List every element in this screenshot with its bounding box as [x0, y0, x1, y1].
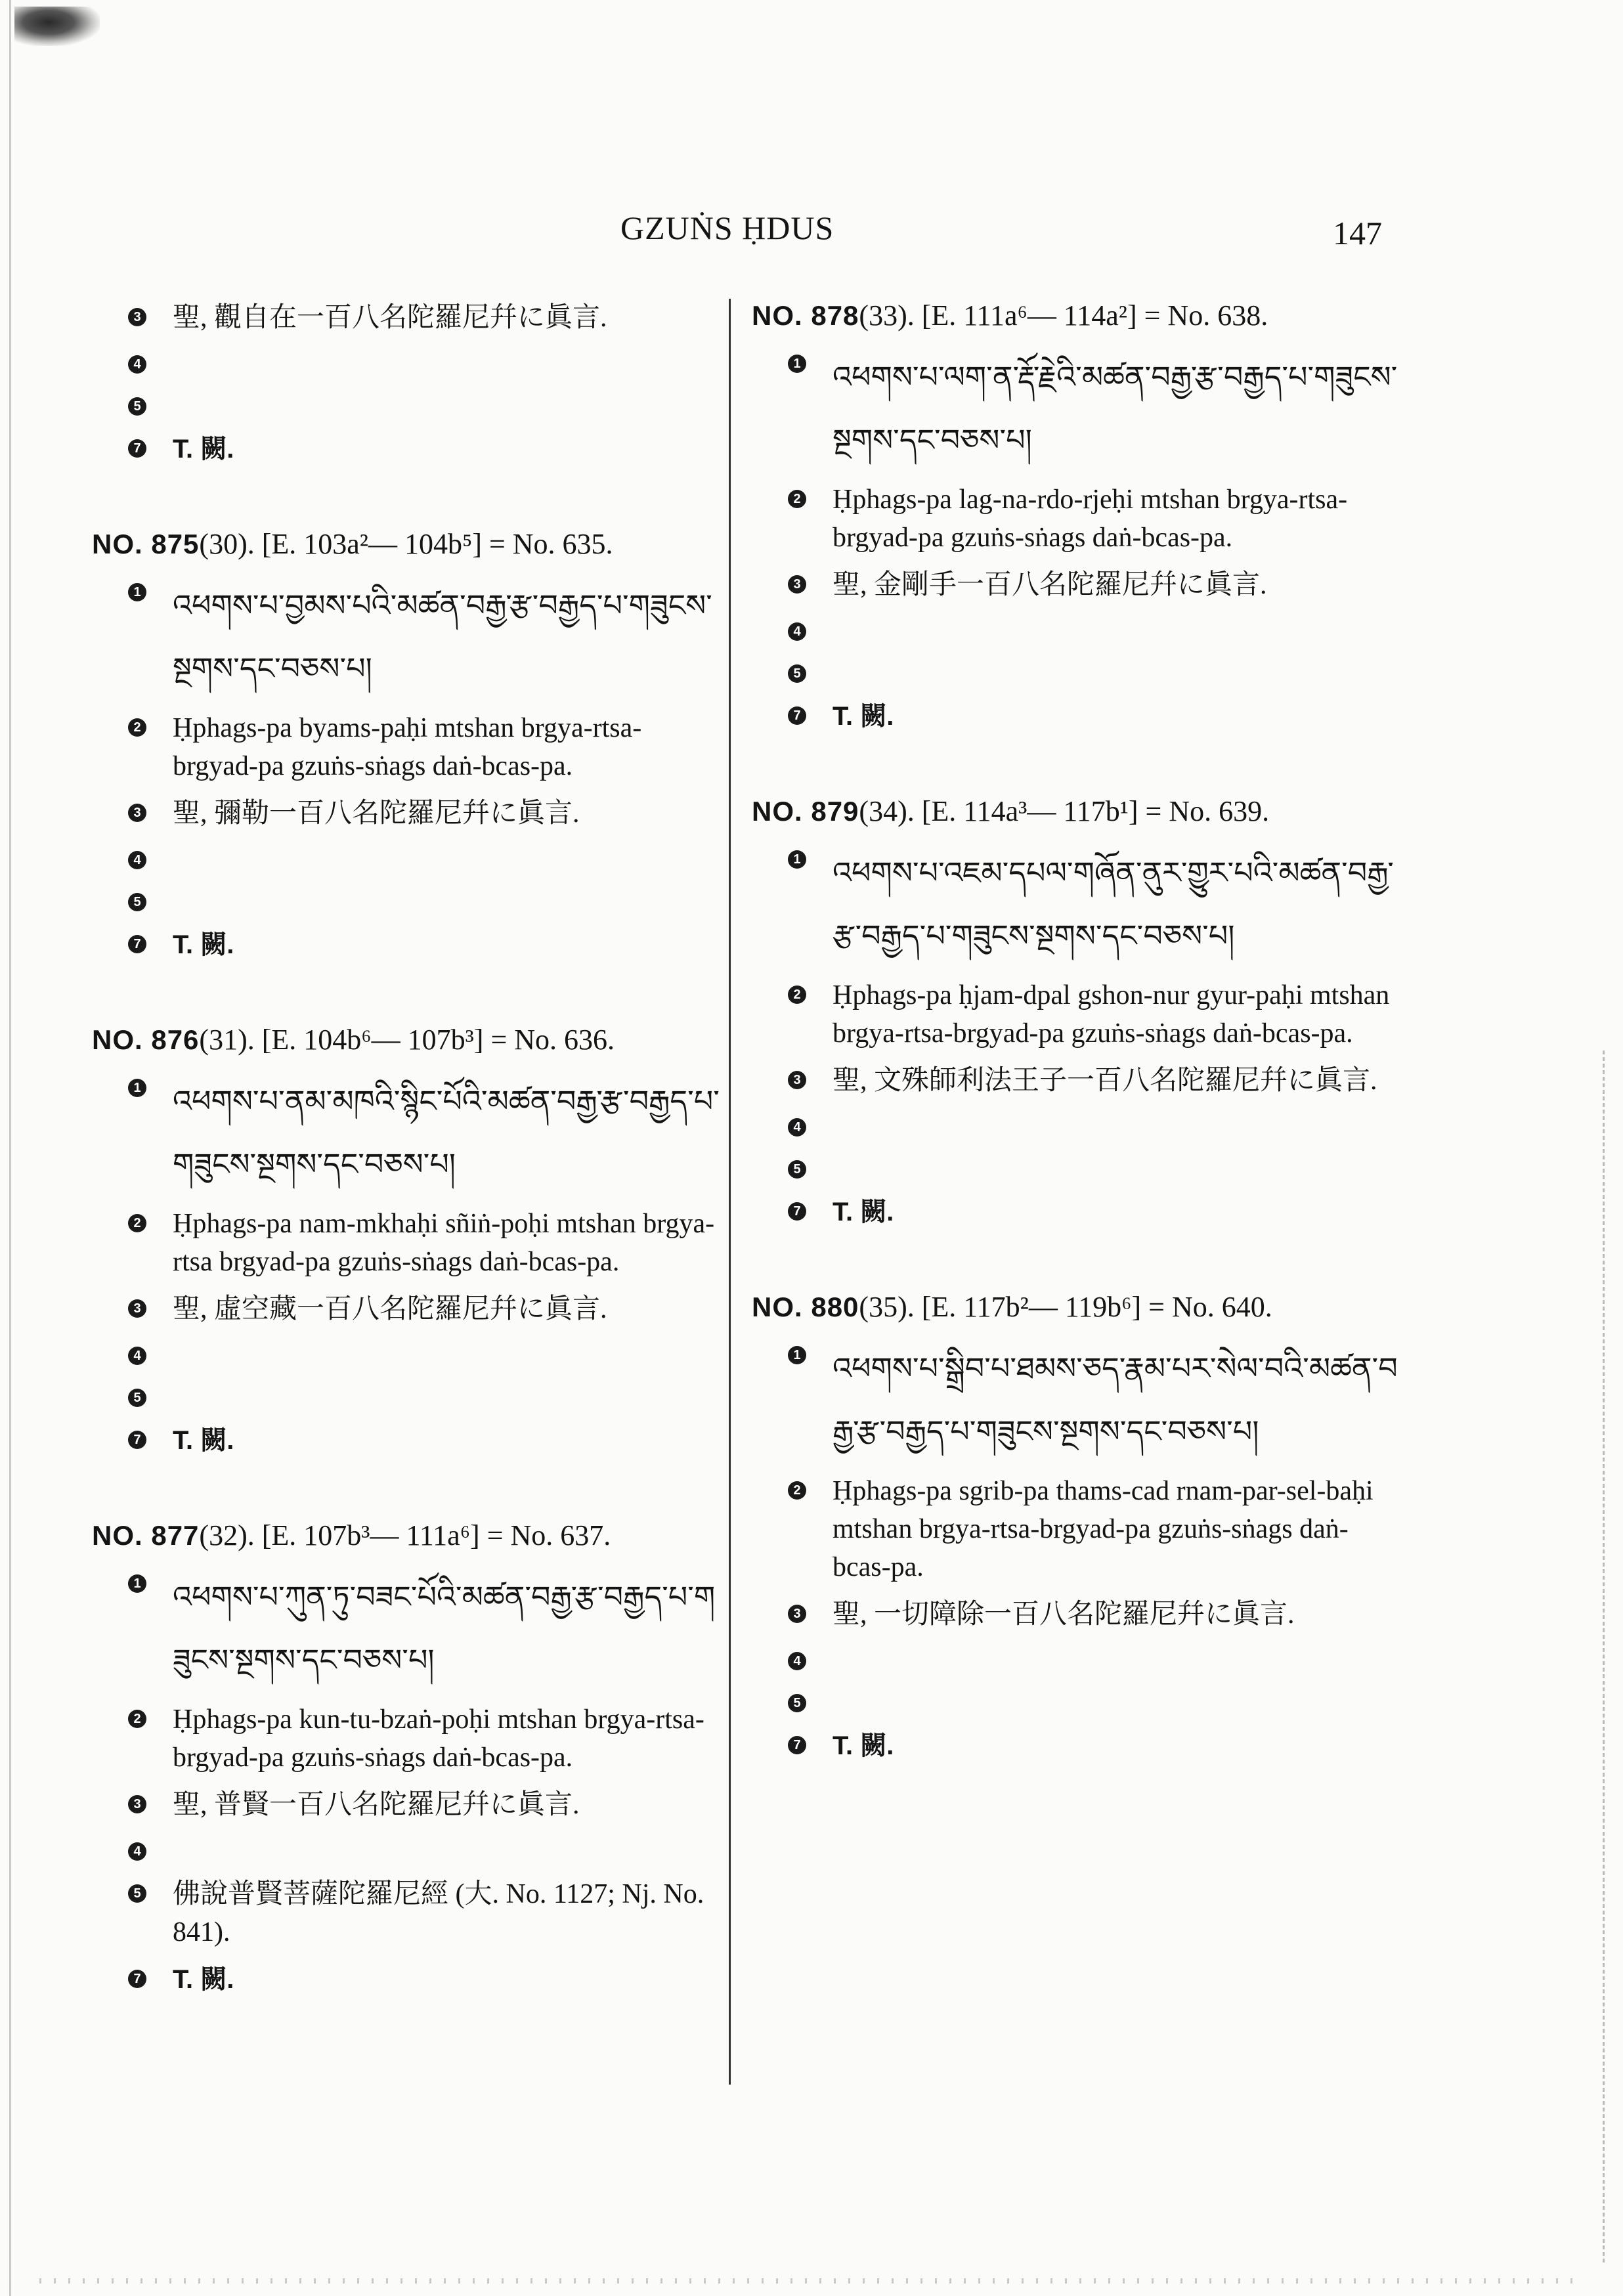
circled-number-icon: 7	[128, 439, 146, 458]
entry-reference: (35). [E. 117b²— 119b⁶] = No. 640.	[859, 1291, 1272, 1323]
entry-field-3	[128, 1290, 722, 1328]
circled-number-icon: 1	[128, 1079, 146, 1097]
circled-number-icon: 4	[128, 355, 146, 374]
entry-field-1	[128, 574, 722, 700]
catalog-entry	[92, 1519, 722, 1999]
entry-field-2	[788, 976, 1402, 1052]
entry-reference: (31). [E. 104b⁶— 107b³] = No. 636.	[199, 1024, 615, 1056]
entry-heading	[92, 1023, 722, 1056]
entry-field-1	[788, 1337, 1402, 1463]
catalog-entry	[92, 1023, 722, 1460]
catalog-entry	[752, 299, 1402, 735]
running-title: GZUṄS ḤDUS	[620, 209, 834, 246]
tibetan-title: འཕགས་པ་ནམ་མཁའི་སྙིང་པོའི་མཚན་བརྒྱ་རྩ་བརྒྱད་པ་གཟུངས་སྔགས་དང་བཅས་པ།	[173, 1083, 720, 1182]
circled-number-icon: 3	[128, 1795, 146, 1813]
field-text: 聖, 金剛手一百八名陀羅尼幷に眞言.	[833, 570, 1267, 600]
entry-field-3	[788, 1595, 1402, 1634]
entry-field-3	[128, 794, 722, 833]
field-text: 聖, 虛空藏一百八名陀羅尼幷に眞言.	[173, 1294, 607, 1324]
scan-bottom-noise	[39, 2278, 1582, 2284]
field-text: Ḥphags-pa byams-paḥi mtshan brgya-rtsa-brgyad-pa gzuṅs-sṅags daṅ-bcas-pa.	[173, 713, 642, 781]
circled-number-icon: 1	[788, 355, 806, 373]
entry-field-3	[788, 566, 1402, 604]
circled-number-icon: 2	[788, 986, 806, 1004]
entry-reference: (33). [E. 111a⁶— 114a²] = No. 638.	[859, 299, 1268, 332]
circled-number-icon: 5	[128, 1389, 146, 1407]
entry-field-5	[128, 388, 722, 423]
field-text: Ḥphags-pa kun-tu-bzaṅ-poḥi mtshan brgya-rtsa-brgyad-pa gzuṅs-sṅags daṅ-bcas-pa.	[173, 1704, 704, 1773]
entry-number: NO. 879	[752, 796, 859, 827]
entry-field-5	[128, 884, 722, 919]
entry-field-7	[128, 926, 722, 964]
page-number: 147	[1333, 215, 1382, 251]
circled-number-icon: 4	[788, 1652, 806, 1670]
entry-reference: (34). [E. 114a³— 117b¹] = No. 639.	[859, 795, 1270, 827]
field-text: T. 闕.	[833, 1198, 894, 1226]
circled-number-icon: 4	[788, 1118, 806, 1137]
entry-field-7	[128, 430, 722, 468]
circled-number-icon: 2	[128, 1214, 146, 1232]
circled-number-icon: 3	[788, 1071, 806, 1089]
entry-heading	[92, 1519, 722, 1552]
field-text: 聖, 文殊師利法王子一百八名陀羅尼幷に眞言.	[833, 1066, 1377, 1096]
entry-field-5	[128, 1875, 722, 1951]
entry-field-4	[788, 1643, 1402, 1678]
field-text: 聖, 一切障除一百八名陀羅尼幷に眞言.	[833, 1599, 1295, 1630]
circled-number-icon: 2	[788, 490, 806, 508]
circled-number-icon: 2	[788, 1481, 806, 1500]
entry-heading	[752, 1290, 1402, 1324]
circled-number-icon: 1	[128, 1574, 146, 1593]
field-text: T. 闕.	[173, 930, 234, 959]
entry-heading	[752, 299, 1402, 332]
entry-field-2	[128, 709, 722, 785]
field-text: Ḥphags-pa sgrib-pa thams-cad rnam-par-sel-baḥi mtshan brgya-rtsa-brgyad-pa gzuṅs-sṅags daṅ-bcas-pa.	[833, 1476, 1374, 1582]
field-text: Ḥphags-pa lag-na-rdo-rjeḥi mtshan brgya-rtsa-brgyad-pa gzuṅs-sṅags daṅ-bcas-pa.	[833, 485, 1348, 553]
circled-number-icon: 4	[128, 1842, 146, 1861]
entry-field-2	[788, 1472, 1402, 1586]
entry-field-7	[128, 1421, 722, 1460]
left-column	[92, 299, 722, 2058]
tibetan-title: འཕགས་པ་ཀུན་ཏུ་བཟང་པོའི་མཚན་བརྒྱ་རྩ་བརྒྱད་པ་གཟུངས་སྔགས་དང་བཅས་པ།	[173, 1579, 716, 1678]
circled-number-icon: 5	[788, 1160, 806, 1179]
entry-field-4	[128, 1833, 722, 1869]
circled-number-icon: 3	[128, 308, 146, 326]
tibetan-title: འཕགས་པ་བྱམས་པའི་མཚན་བརྒྱ་རྩ་བརྒྱད་པ་གཟུངས་སྔགས་དང་བཅས་པ།	[173, 588, 712, 686]
circled-number-icon: 4	[128, 1347, 146, 1365]
entry-field-7	[788, 1193, 1402, 1231]
entry-field-3	[788, 1062, 1402, 1100]
circled-number-icon: 7	[128, 935, 146, 953]
entry-field-1	[788, 345, 1402, 471]
page-edge	[9, 0, 11, 2296]
entry-number: NO. 877	[92, 1520, 200, 1551]
entry-reference: (32). [E. 107b³— 111a⁶] = No. 637.	[199, 1519, 611, 1551]
entry-field-4	[128, 842, 722, 877]
catalog-entry	[92, 299, 722, 468]
circled-number-icon: 2	[128, 1710, 146, 1728]
field-text: T. 闕.	[173, 435, 234, 464]
entry-field-4	[128, 1337, 722, 1373]
field-text: T. 闕.	[173, 1965, 234, 1994]
entry-field-2	[128, 1205, 722, 1281]
tibetan-title: འཕགས་པ་ལག་ན་རྡོ་རྗེའི་མཚན་བརྒྱ་རྩ་བརྒྱད་པ་གཟུངས་སྔགས་དང་བཅས་པ།	[833, 359, 1398, 458]
tibetan-title: འཕགས་པ་འཇམ་དཔལ་གཞོན་ནུར་གྱུར་པའི་མཚན་བརྒྱ་རྩ་བརྒྱད་པ་གཟུངས་སྔགས་དང་བཅས་པ།	[833, 855, 1394, 953]
entry-number: NO. 878	[752, 300, 859, 331]
entry-field-3	[128, 299, 722, 337]
tibetan-title: འཕགས་པ་སྒྲིབ་པ་ཐམས་ཅད་རྣམ་པར་སེལ་བའི་མཚན་བརྒྱ་རྩ་བརྒྱད་པ་གཟུངས་སྔགས་དང་བཅས་པ།	[833, 1351, 1398, 1449]
circled-number-icon: 3	[788, 1605, 806, 1623]
page-header	[0, 209, 1623, 261]
circled-number-icon: 3	[788, 575, 806, 594]
entry-field-5	[128, 1379, 722, 1415]
entry-field-5	[788, 655, 1402, 691]
entry-field-7	[788, 697, 1402, 735]
entry-field-4	[788, 1109, 1402, 1144]
circled-number-icon: 1	[788, 1346, 806, 1364]
entry-number: NO. 880	[752, 1291, 859, 1322]
field-text: T. 闕.	[833, 1731, 894, 1760]
circled-number-icon: 5	[128, 893, 146, 911]
circled-number-icon: 7	[788, 1736, 806, 1754]
right-column	[752, 299, 1402, 1824]
entry-field-5	[788, 1151, 1402, 1186]
column-divider	[729, 299, 731, 2085]
circled-number-icon: 1	[128, 583, 146, 601]
entry-number: NO. 876	[92, 1024, 200, 1055]
circled-number-icon: 5	[788, 664, 806, 683]
field-text: T. 闕.	[833, 702, 894, 731]
catalog-entry	[752, 1290, 1402, 1765]
scan-blot	[14, 7, 100, 46]
entry-field-3	[128, 1786, 722, 1824]
entry-field-1	[788, 841, 1402, 967]
circled-number-icon: 7	[788, 706, 806, 725]
circled-number-icon: 4	[788, 622, 806, 641]
catalog-entry	[92, 527, 722, 964]
entry-field-1	[128, 1565, 722, 1691]
entry-reference: (30). [E. 103a²— 104b⁵] = No. 635.	[199, 528, 613, 560]
field-text: Ḥphags-pa ḥjam-dpal gshon-nur gyur-paḥi mtshan brgya-rtsa-brgyad-pa gzuṅs-sṅags daṅ-bcas-pa.	[833, 980, 1390, 1049]
circled-number-icon: 7	[788, 1202, 806, 1221]
entry-number: NO. 875	[92, 529, 200, 559]
entry-heading	[92, 527, 722, 561]
entry-field-7	[788, 1727, 1402, 1765]
circled-number-icon: 5	[788, 1694, 806, 1712]
entry-heading	[752, 794, 1402, 828]
entry-field-7	[128, 1960, 722, 1999]
circled-number-icon: 3	[128, 804, 146, 822]
circled-number-icon: 1	[788, 850, 806, 869]
entry-field-4	[788, 613, 1402, 649]
field-text: 聖, 彌勒一百八名陀羅尼幷に眞言.	[173, 798, 580, 829]
circled-number-icon: 2	[128, 718, 146, 737]
entry-field-5	[788, 1685, 1402, 1720]
circled-number-icon: 5	[128, 397, 146, 416]
entry-field-2	[128, 1700, 722, 1777]
field-text: 聖, 觀自在一百八名陀羅尼幷に眞言.	[173, 303, 607, 333]
entry-field-2	[788, 481, 1402, 557]
field-text: Ḥphags-pa nam-mkhaḥi sñiṅ-poḥi mtshan brgya-rtsa brgyad-pa gzuṅs-sṅags daṅ-bcas-pa.	[173, 1209, 715, 1277]
circled-number-icon: 5	[128, 1884, 146, 1903]
circled-number-icon: 4	[128, 851, 146, 869]
circled-number-icon: 3	[128, 1299, 146, 1318]
field-text: T. 闕.	[173, 1426, 234, 1455]
field-text: 佛說普賢菩薩陀羅尼經 (大. No. 1127; Nj. No. 841).	[173, 1879, 704, 1947]
circled-number-icon: 7	[128, 1970, 146, 1988]
entry-field-1	[128, 1070, 722, 1196]
scan-edge-rule	[1603, 1051, 1605, 2265]
entry-field-4	[128, 346, 722, 381]
field-text: 聖, 普賢一百八名陀羅尼幷に眞言.	[173, 1790, 580, 1820]
catalog-entry	[752, 794, 1402, 1231]
circled-number-icon: 7	[128, 1431, 146, 1449]
